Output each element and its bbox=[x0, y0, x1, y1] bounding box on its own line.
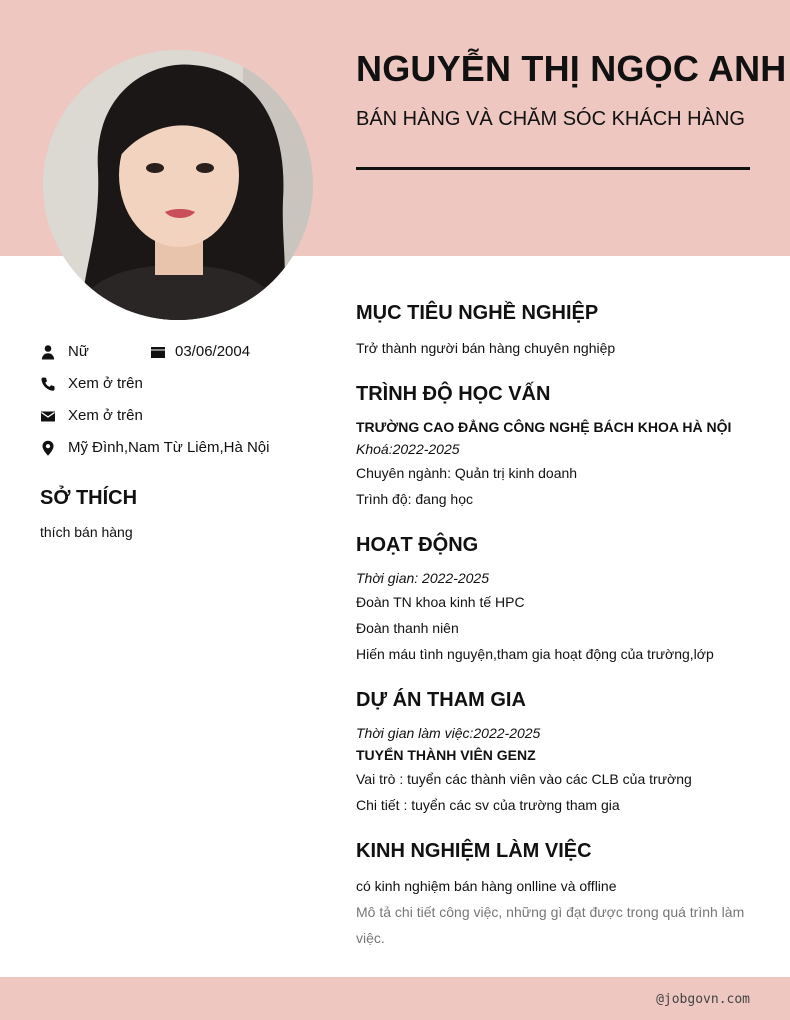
phone-row bbox=[40, 375, 143, 392]
gender-row bbox=[40, 343, 89, 360]
birthdate-row bbox=[150, 343, 250, 360]
hobbies-heading: SỞ THÍCH bbox=[40, 487, 138, 509]
gender-value: Nữ bbox=[68, 343, 89, 360]
projects-heading: DỰ ÁN THAM GIA bbox=[356, 689, 526, 711]
email-value: Xem ở trên bbox=[68, 407, 143, 424]
footer-brand: @jobgovn.com bbox=[656, 992, 750, 1007]
experience-section bbox=[356, 838, 750, 951]
activities-heading: HOẠT ĐỘNG bbox=[356, 534, 479, 556]
project-role: Vai trò : tuyển các thành viên vào các CLB của trường bbox=[356, 771, 692, 787]
education-major: Chuyên ngành: Quản trị kinh doanh bbox=[356, 465, 578, 481]
experience-text: có kinh nghiệm bán hàng onlline và offline bbox=[356, 878, 617, 894]
project-period: Thời gian làm việc:2022-2025 bbox=[356, 725, 541, 741]
school-name: TRƯỜNG CAO ĐẲNG CÔNG NGHỆ BÁCH KHOA HÀ NỘI bbox=[356, 419, 732, 435]
list-item: Đoàn thanh niên bbox=[356, 620, 459, 636]
project-detail: Chi tiết : tuyển các sv của trường tham gia bbox=[356, 797, 620, 813]
activities-section bbox=[356, 532, 750, 667]
phone-icon bbox=[40, 376, 56, 392]
job-title: BÁN HÀNG VÀ CHĂM SÓC KHÁCH HÀNG bbox=[356, 108, 745, 130]
education-period: Khoá:2022-2025 bbox=[356, 441, 460, 457]
project-name: TUYỂN THÀNH VIÊN GENZ bbox=[356, 747, 536, 763]
avatar bbox=[43, 50, 313, 320]
header-divider bbox=[356, 167, 750, 170]
objective-section bbox=[356, 300, 750, 361]
education-level: Trình độ: đang học bbox=[356, 491, 474, 507]
candidate-name: NGUYỄN THỊ NGỌC ANH bbox=[356, 48, 787, 89]
activities-period: Thời gian: 2022-2025 bbox=[356, 570, 489, 586]
birthdate-value: 03/06/2004 bbox=[175, 343, 251, 360]
location-pin-icon bbox=[40, 440, 56, 456]
main-column bbox=[356, 300, 750, 971]
avatar-photo bbox=[43, 50, 313, 320]
objective-text: Trở thành người bán hàng chuyên nghiệp bbox=[356, 340, 616, 356]
objective-heading: MỤC TIÊU NGHỀ NGHIỆP bbox=[356, 302, 599, 324]
experience-placeholder: Mô tả chi tiết công việc, những gì đạt được trong quá trình làm việc. bbox=[356, 904, 745, 946]
mail-icon bbox=[40, 408, 56, 424]
education-heading: TRÌNH ĐỘ HỌC VẤN bbox=[356, 383, 551, 405]
list-item: Đoàn TN khoa kinh tế HPC bbox=[356, 594, 525, 610]
address-row bbox=[40, 439, 269, 456]
address-value: Mỹ Đình,Nam Từ Liêm,Hà Nội bbox=[68, 439, 270, 456]
experience-heading: KINH NGHIỆM LÀM VIỆC bbox=[356, 840, 592, 862]
list-item: Hiến máu tình nguyện,tham gia hoạt động của trường,lớp bbox=[356, 646, 714, 662]
education-section bbox=[356, 381, 750, 512]
calendar-icon bbox=[150, 344, 166, 360]
projects-section bbox=[356, 687, 750, 818]
hobbies-text: thích bán hàng bbox=[40, 524, 133, 540]
phone-value: Xem ở trên bbox=[68, 375, 143, 392]
person-icon bbox=[40, 344, 56, 360]
email-row bbox=[40, 407, 143, 424]
